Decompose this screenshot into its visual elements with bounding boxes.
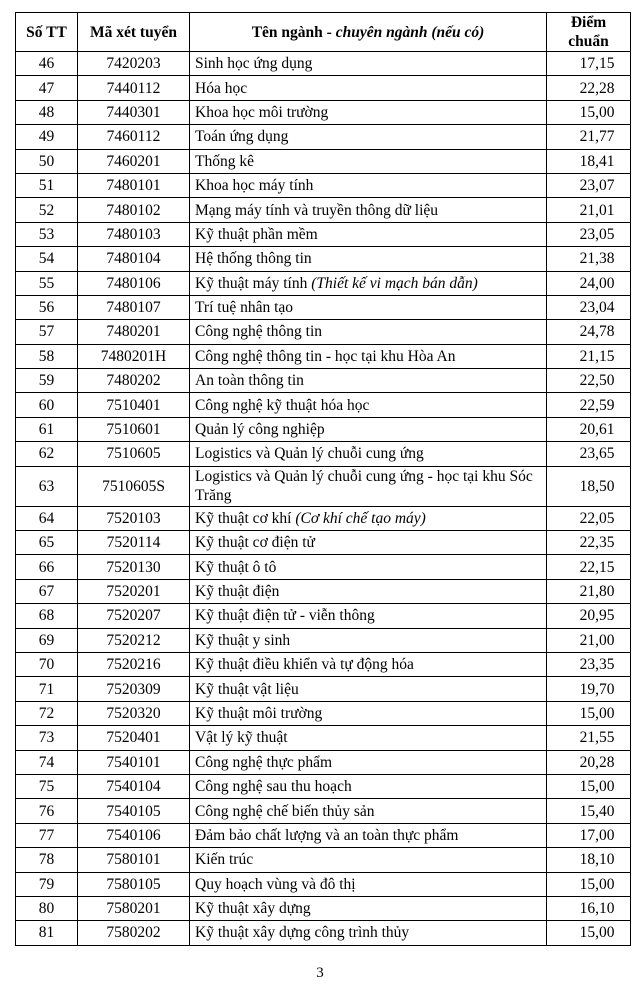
- row-number: 74: [16, 750, 78, 774]
- header-code: Mã xét tuyển: [78, 13, 190, 52]
- page-number: 3: [316, 965, 324, 981]
- program-name: [190, 271, 547, 295]
- admission-code: 7520130: [78, 555, 190, 579]
- admission-code: 7480103: [78, 222, 190, 246]
- program-name-text: Công nghệ sau thu hoạch: [195, 778, 352, 796]
- table-row: [16, 677, 631, 701]
- table-row: [16, 417, 631, 441]
- row-number: 75: [16, 774, 78, 798]
- table-row: [16, 100, 631, 124]
- row-number: 51: [16, 173, 78, 197]
- program-name: [190, 344, 547, 368]
- program-name: [190, 823, 547, 847]
- table-row: [16, 579, 631, 603]
- cutoff-score: 18,50: [547, 466, 631, 506]
- admission-code: 7480201H: [78, 344, 190, 368]
- header-name: [190, 13, 547, 52]
- cutoff-score: 23,04: [547, 295, 631, 319]
- header-name-main: Tên ngành -: [251, 23, 336, 41]
- row-number: 76: [16, 799, 78, 823]
- program-name: [190, 149, 547, 173]
- program-name: [190, 628, 547, 652]
- cutoff-score: 21,01: [547, 198, 631, 222]
- program-name: [190, 579, 547, 603]
- program-name: [190, 604, 547, 628]
- program-name-text: Kỹ thuật xây dựng công trình thủy: [195, 924, 410, 942]
- header-no: Số TT: [16, 13, 78, 52]
- cutoff-score: 20,95: [547, 604, 631, 628]
- table-row: [16, 799, 631, 823]
- program-name-text: Kỹ thuật môi trường: [195, 704, 323, 722]
- program-name-text: Khoa học máy tính: [195, 177, 314, 195]
- cutoff-score: 21,00: [547, 628, 631, 652]
- table-row: [16, 896, 631, 920]
- row-number: 63: [16, 466, 78, 506]
- table-row: [16, 222, 631, 246]
- table-row: [16, 247, 631, 271]
- cutoff-score: 24,78: [547, 320, 631, 344]
- program-name: [190, 896, 547, 920]
- program-name-text: Kỹ thuật điện: [195, 583, 280, 600]
- table-row: [16, 173, 631, 197]
- table-row: [16, 320, 631, 344]
- admission-code: 7440112: [78, 76, 190, 100]
- admission-code: 7510605: [78, 442, 190, 466]
- program-name-text: An toàn thông tin: [195, 372, 304, 390]
- row-number: 80: [16, 896, 78, 920]
- admission-code: 7460112: [78, 125, 190, 149]
- row-number: 54: [16, 247, 78, 271]
- table-row: [16, 369, 631, 393]
- row-number: 48: [16, 100, 78, 124]
- admission-code: 7480102: [78, 198, 190, 222]
- program-name: [190, 799, 547, 823]
- program-name-text: Logistics và Quản lý chuỗi cung ứng - học tại khu Sóc Trăng: [195, 468, 533, 505]
- table-row: [16, 628, 631, 652]
- cutoff-score: 21,38: [547, 247, 631, 271]
- program-name-text: Công nghệ thông tin: [195, 323, 323, 341]
- program-name: [190, 677, 547, 701]
- program-name: [190, 555, 547, 579]
- header-row: [16, 13, 631, 52]
- program-name: [190, 100, 547, 124]
- table-row: [16, 466, 631, 506]
- program-name: [190, 76, 547, 100]
- row-number: 79: [16, 872, 78, 896]
- program-name-text: Khoa học môi trường: [195, 103, 329, 121]
- row-number: 78: [16, 848, 78, 872]
- cutoff-score: 22,50: [547, 369, 631, 393]
- program-name-text: Quản lý công nghiệp: [195, 421, 325, 439]
- program-name-text: Kỹ thuật xây dựng: [195, 900, 311, 918]
- table-row: [16, 295, 631, 319]
- admission-code: 7520320: [78, 701, 190, 725]
- program-name-text: Mạng máy tính và truyền thông dữ liệu: [195, 201, 439, 219]
- program-name: [190, 222, 547, 246]
- row-number: 46: [16, 52, 78, 76]
- cutoff-score: 16,10: [547, 896, 631, 920]
- admission-code: 7480101: [78, 173, 190, 197]
- program-name-text: Hệ thống thông tin: [195, 250, 312, 268]
- table-row: [16, 848, 631, 872]
- admission-code: 7520309: [78, 677, 190, 701]
- program-name-text: Vật lý kỹ thuật: [195, 729, 288, 747]
- table-row: [16, 701, 631, 725]
- cutoff-score: 17,15: [547, 52, 631, 76]
- admission-code: 7460201: [78, 149, 190, 173]
- table-row: [16, 750, 631, 774]
- program-name: [190, 506, 547, 530]
- program-name: [190, 872, 547, 896]
- row-number: 72: [16, 701, 78, 725]
- program-name-text: Logistics và Quản lý chuỗi cung ứng: [195, 445, 424, 463]
- program-name-text: Sinh học ứng dụng: [195, 55, 313, 73]
- cutoff-score: 22,35: [547, 531, 631, 555]
- cutoff-score: 21,55: [547, 726, 631, 750]
- table-row: [16, 726, 631, 750]
- table-row: [16, 393, 631, 417]
- program-name: [190, 125, 547, 149]
- admission-code: 7510601: [78, 417, 190, 441]
- admission-code: 7480106: [78, 271, 190, 295]
- admission-code: 7580201: [78, 896, 190, 920]
- table-row: [16, 344, 631, 368]
- program-name-text: Công nghệ thực phẩm: [195, 753, 333, 771]
- cutoff-score: 23,65: [547, 442, 631, 466]
- row-number: 65: [16, 531, 78, 555]
- cutoff-score: 17,00: [547, 823, 631, 847]
- program-name-text: Công nghệ thông tin - học tại khu Hòa An: [195, 347, 456, 365]
- table-row: [16, 271, 631, 295]
- row-number: 58: [16, 344, 78, 368]
- program-name-text: Kỹ thuật điện tử - viễn thông: [195, 607, 375, 625]
- table-row: [16, 823, 631, 847]
- admission-code: 7520103: [78, 506, 190, 530]
- admission-code: 7480104: [78, 247, 190, 271]
- program-name-text: Đảm bảo chất lượng và an toàn thực phẩm: [195, 826, 459, 844]
- cutoff-score: 21,77: [547, 125, 631, 149]
- program-name-text: Kỹ thuật ô tô: [195, 558, 277, 576]
- cutoff-score: 19,70: [547, 677, 631, 701]
- table-row: [16, 652, 631, 676]
- program-name-text: Kỹ thuật máy tính: [195, 274, 312, 292]
- cutoff-score: 18,10: [547, 848, 631, 872]
- program-name-text: Kiến trúc: [195, 851, 254, 869]
- table-row: [16, 125, 631, 149]
- row-number: 49: [16, 125, 78, 149]
- program-name-text: Toán ứng dụng: [195, 128, 289, 146]
- admission-code: 7480107: [78, 295, 190, 319]
- table-row: [16, 442, 631, 466]
- header-name-italic: chuyên ngành (nếu có): [335, 23, 485, 41]
- specialization-note: (Cơ khí chế tạo máy): [295, 509, 426, 527]
- program-name-text: Công nghệ kỹ thuật hóa học: [195, 396, 370, 414]
- row-number: 62: [16, 442, 78, 466]
- program-name: [190, 921, 547, 945]
- program-name-text: Thống kê: [195, 152, 254, 170]
- table-row: [16, 921, 631, 945]
- cutoff-score: 15,00: [547, 100, 631, 124]
- program-name: [190, 701, 547, 725]
- table-body: [16, 52, 631, 946]
- cutoff-score: 23,35: [547, 652, 631, 676]
- program-name-text: Kỹ thuật y sinh: [195, 631, 291, 649]
- program-name: [190, 442, 547, 466]
- table-row: [16, 149, 631, 173]
- program-name: [190, 726, 547, 750]
- table-row: [16, 76, 631, 100]
- program-name-text: Kỹ thuật cơ khí: [195, 509, 296, 527]
- admission-code: 7480202: [78, 369, 190, 393]
- program-name: [190, 774, 547, 798]
- cutoff-score: 23,07: [547, 173, 631, 197]
- admission-code: 7520401: [78, 726, 190, 750]
- admission-code: 7520201: [78, 579, 190, 603]
- cutoff-score: 15,00: [547, 774, 631, 798]
- admission-scores-table: [15, 12, 631, 946]
- table-row: [16, 531, 631, 555]
- program-name-text: Công nghệ chế biến thủy sản: [195, 802, 375, 820]
- cutoff-score: 15,00: [547, 872, 631, 896]
- program-name-text: Trí tuệ nhân tạo: [195, 299, 294, 317]
- program-name: [190, 198, 547, 222]
- program-name-text: Hóa học: [195, 79, 248, 97]
- row-number: 68: [16, 604, 78, 628]
- table-row: [16, 555, 631, 579]
- row-number: 71: [16, 677, 78, 701]
- cutoff-score: 15,00: [547, 921, 631, 945]
- program-name: [190, 320, 547, 344]
- program-name: [190, 247, 547, 271]
- cutoff-score: 24,00: [547, 271, 631, 295]
- row-number: 56: [16, 295, 78, 319]
- program-name: [190, 173, 547, 197]
- table-row: [16, 604, 631, 628]
- specialization-note: (Thiết kế vi mạch bán dẫn): [311, 274, 478, 292]
- cutoff-score: 20,28: [547, 750, 631, 774]
- admission-code: 7580105: [78, 872, 190, 896]
- row-number: 64: [16, 506, 78, 530]
- program-name: [190, 393, 547, 417]
- row-number: 66: [16, 555, 78, 579]
- row-number: 57: [16, 320, 78, 344]
- program-name: [190, 52, 547, 76]
- row-number: 77: [16, 823, 78, 847]
- cutoff-score: 22,28: [547, 76, 631, 100]
- cutoff-score: 22,15: [547, 555, 631, 579]
- table-header: [16, 13, 631, 52]
- admission-code: 7520216: [78, 652, 190, 676]
- admission-code: 7520207: [78, 604, 190, 628]
- admission-code: 7580202: [78, 921, 190, 945]
- admission-code: 7420203: [78, 52, 190, 76]
- row-number: 53: [16, 222, 78, 246]
- table-row: [16, 52, 631, 76]
- program-name: [190, 466, 547, 506]
- cutoff-score: 18,41: [547, 149, 631, 173]
- admission-code: 7520114: [78, 531, 190, 555]
- row-number: 55: [16, 271, 78, 295]
- program-name: [190, 369, 547, 393]
- cutoff-score: 21,15: [547, 344, 631, 368]
- admission-code: 7540104: [78, 774, 190, 798]
- admission-code: 7520212: [78, 628, 190, 652]
- row-number: 60: [16, 393, 78, 417]
- table-row: [16, 198, 631, 222]
- program-name: [190, 848, 547, 872]
- program-name: [190, 295, 547, 319]
- admission-code: 7510605S: [78, 466, 190, 506]
- table-row: [16, 774, 631, 798]
- admission-code: 7540105: [78, 799, 190, 823]
- row-number: 73: [16, 726, 78, 750]
- program-name-text: Quy hoạch vùng và đô thị: [195, 875, 356, 893]
- cutoff-score: 22,59: [547, 393, 631, 417]
- table-row: [16, 872, 631, 896]
- admission-code: 7540106: [78, 823, 190, 847]
- header-score: Điểm chuẩn: [547, 13, 631, 52]
- row-number: 59: [16, 369, 78, 393]
- program-name: [190, 652, 547, 676]
- admission-code: 7440301: [78, 100, 190, 124]
- program-name-text: Kỹ thuật vật liệu: [195, 680, 299, 698]
- row-number: 69: [16, 628, 78, 652]
- program-name: [190, 531, 547, 555]
- cutoff-score: 23,05: [547, 222, 631, 246]
- program-name-text: Kỹ thuật phần mềm: [195, 225, 318, 243]
- row-number: 47: [16, 76, 78, 100]
- admission-code: 7580101: [78, 848, 190, 872]
- admission-code: 7510401: [78, 393, 190, 417]
- cutoff-score: 20,61: [547, 417, 631, 441]
- program-name-text: Kỹ thuật điều khiển và tự động hóa: [195, 656, 414, 674]
- program-name: [190, 417, 547, 441]
- cutoff-score: 15,00: [547, 701, 631, 725]
- table-row: [16, 506, 631, 530]
- cutoff-score: 15,40: [547, 799, 631, 823]
- row-number: 70: [16, 652, 78, 676]
- cutoff-score: 21,80: [547, 579, 631, 603]
- row-number: 50: [16, 149, 78, 173]
- cutoff-score: 22,05: [547, 506, 631, 530]
- row-number: 67: [16, 579, 78, 603]
- row-number: 81: [16, 921, 78, 945]
- admission-code: 7540101: [78, 750, 190, 774]
- program-name-text: Kỹ thuật cơ điện tử: [195, 534, 315, 552]
- row-number: 61: [16, 417, 78, 441]
- admission-code: 7480201: [78, 320, 190, 344]
- program-name: [190, 750, 547, 774]
- row-number: 52: [16, 198, 78, 222]
